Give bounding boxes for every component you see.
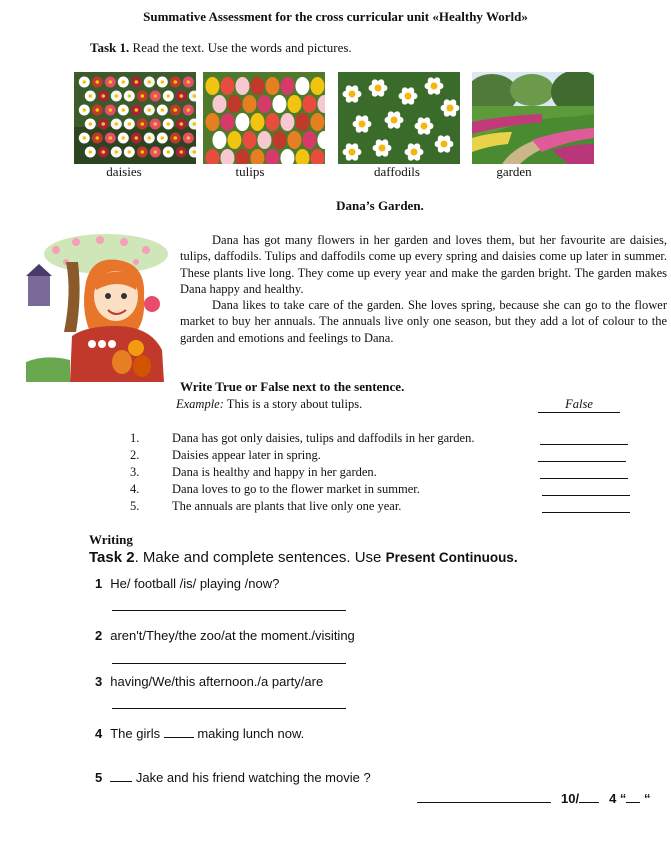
- question-text-start: The girls: [110, 726, 164, 741]
- fill-blank[interactable]: [110, 781, 132, 782]
- question-text: He/ football /is/ playing /now?: [110, 576, 280, 591]
- question-number: 1: [95, 576, 103, 591]
- question-number: 5: [95, 770, 103, 785]
- tf-item-number: 1.: [130, 431, 140, 445]
- tf-item: [130, 482, 640, 499]
- girl-with-flowers-illustration: [26, 232, 176, 382]
- tulips-caption: tulips: [235, 164, 265, 179]
- tf-item: [130, 448, 640, 465]
- grade-open: 4 “: [609, 791, 627, 806]
- writing-question: [95, 770, 371, 785]
- story-paragraph-1: Dana has got many flowers in her garden and loves them, but her favourite are daisies, tulips, daffodils. Tulips and daffodils come up every spring and daisies come up later in summer. These plants live long. They come up every year and make the garden bright. The garden makes Dana happy and healthy.: [180, 233, 667, 296]
- tf-answer-line[interactable]: [542, 512, 630, 513]
- answer-line[interactable]: [112, 610, 346, 611]
- tf-item-number: 5.: [130, 499, 140, 513]
- task2-instruction: [89, 549, 518, 566]
- daffodils-picture: [338, 72, 460, 164]
- question-text-end: making lunch now.: [193, 726, 305, 741]
- score-max: 10/: [561, 791, 580, 806]
- writing-question: [95, 726, 304, 741]
- tf-item: [130, 499, 640, 516]
- answer-line[interactable]: [112, 708, 346, 709]
- daffodils-caption: daffodils: [374, 164, 420, 179]
- tf-answer-line[interactable]: [538, 461, 626, 462]
- task2-tense: Present Continuous.: [385, 550, 518, 565]
- writing-question: [95, 576, 279, 591]
- score-line[interactable]: [417, 802, 551, 803]
- tf-answer-line[interactable]: [540, 444, 628, 445]
- task1-text: Read the text. Use the words and pictures.: [132, 40, 352, 55]
- story-text: [180, 232, 667, 346]
- question-number: 4: [95, 726, 103, 741]
- score-box: [417, 791, 651, 806]
- grade-blank[interactable]: [626, 802, 640, 803]
- task1-instruction: [90, 40, 352, 56]
- tf-answer-line[interactable]: [540, 478, 628, 479]
- writing-question: [95, 674, 323, 689]
- tf-item-number: 4.: [130, 482, 140, 496]
- question-text: aren't/They/the zoo/at the moment./visiting: [110, 628, 355, 643]
- example-answer: False: [538, 397, 620, 413]
- tf-item-number: 3.: [130, 465, 140, 479]
- true-false-heading: Write True or False next to the sentence.: [180, 379, 405, 394]
- writing-heading: Writing: [89, 532, 133, 547]
- garden-caption: garden: [496, 164, 532, 179]
- tf-item-text: Daisies appear later in spring.: [172, 448, 321, 462]
- story-paragraph-2: Dana likes to take care of the garden. She loves spring, because she can go to the flower market to buy her annuals. The annuals live only one season, but they add a lot of colour to the garden and emotions and feelings to Dana.: [180, 298, 667, 345]
- document-title: Summative Assessment for the cross curricular unit «Healthy World»: [143, 9, 528, 24]
- example-text: This is a story about tulips.: [223, 397, 363, 411]
- tf-item-number: 2.: [130, 448, 140, 462]
- tf-item: [130, 431, 640, 448]
- tf-item-text: Dana is healthy and happy in her garden.: [172, 465, 377, 479]
- example-sentence: [176, 397, 362, 412]
- task2-label: Task 2: [89, 549, 135, 566]
- tf-item: [130, 465, 640, 482]
- answer-line[interactable]: [112, 663, 346, 664]
- score-blank[interactable]: [579, 802, 599, 803]
- task1-label: Task 1.: [90, 40, 130, 55]
- tf-item-text: Dana has got only daisies, tulips and daffodils in her garden.: [172, 431, 475, 445]
- daisies-caption: daisies: [106, 164, 142, 179]
- question-number: 2: [95, 628, 103, 643]
- question-number: 3: [95, 674, 103, 689]
- task2-text: . Make and complete sentences. Use: [134, 549, 386, 566]
- story-title: Dana’s Garden.: [336, 198, 424, 213]
- tulips-picture: [203, 72, 325, 164]
- fill-blank[interactable]: [164, 737, 194, 738]
- question-text-end: Jake and his friend watching the movie ?: [132, 770, 371, 785]
- example-label: Example:: [176, 397, 224, 411]
- writing-question: [95, 628, 355, 643]
- grade-close: “: [640, 791, 651, 806]
- daisies-picture: [74, 72, 196, 164]
- tf-answer-line[interactable]: [542, 495, 630, 496]
- tf-item-text: The annuals are plants that live only one year.: [172, 499, 402, 513]
- question-text: having/We/this afternoon./a party/are: [110, 674, 324, 689]
- tf-item-text: Dana loves to go to the flower market in summer.: [172, 482, 420, 496]
- garden-picture: [472, 72, 594, 164]
